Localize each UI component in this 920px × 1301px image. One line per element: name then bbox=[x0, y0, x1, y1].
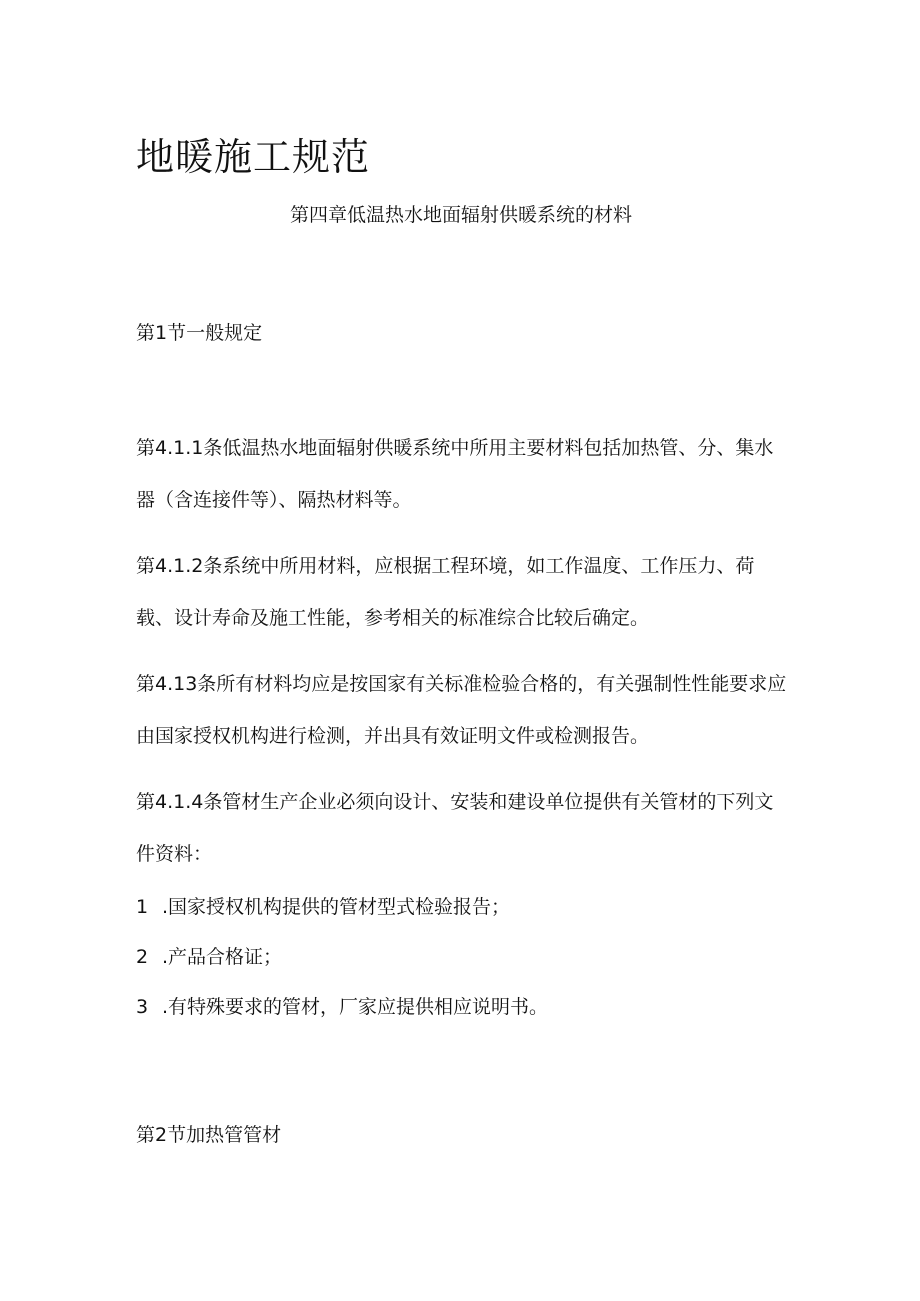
chapter-title-text: 第四章低温热水地面辐射供暖系统的材料 bbox=[289, 204, 632, 226]
clause-4-1-2: 第4.1.2条系统中所用材料，应根据工程环境，如工作温度、工作压力、荷载、设计寿命及施工性能，参考相关的标准综合比较后确定。 bbox=[136, 555, 755, 629]
chapter-title bbox=[0, 200, 920, 227]
list-item-number: 3 bbox=[136, 996, 149, 1018]
clause-4-1-3: 第4.13条所有材料均应是按国家有关标准检验合格的，有关强制性性能要求应由国家授权机构进行检测，并出具有效证明文件或检测报告。 bbox=[136, 673, 787, 747]
clause-4-1-4: 第4.1.4条管材生产企业必须向设计、安装和建设单位提供有关管材的下列文件资料： bbox=[136, 791, 774, 865]
list-item-number: 2 bbox=[136, 946, 149, 968]
list-item-text: .产品合格证； bbox=[162, 946, 283, 968]
list-item-1 bbox=[136, 892, 510, 919]
section-title-heating-pipe: 第2节加热管管材 bbox=[136, 1124, 282, 1146]
list-item-number: 1 bbox=[136, 896, 149, 918]
list-item-text: .国家授权机构提供的管材型式检验报告； bbox=[162, 896, 511, 918]
list-item-2 bbox=[136, 942, 282, 969]
document-title: 地暖施工规范 bbox=[136, 135, 371, 179]
list-item-3 bbox=[136, 992, 548, 1019]
list-item-text: .有特殊要求的管材，厂家应提供相应说明书。 bbox=[162, 996, 549, 1018]
clause-4-1-1: 第4.1.1条低温热水地面辐射供暖系统中所用主要材料包括加热管、分、集水器（含连接件等）、隔热材料等。 bbox=[136, 437, 774, 511]
section-title-general: 第1节一般规定 bbox=[136, 322, 263, 344]
